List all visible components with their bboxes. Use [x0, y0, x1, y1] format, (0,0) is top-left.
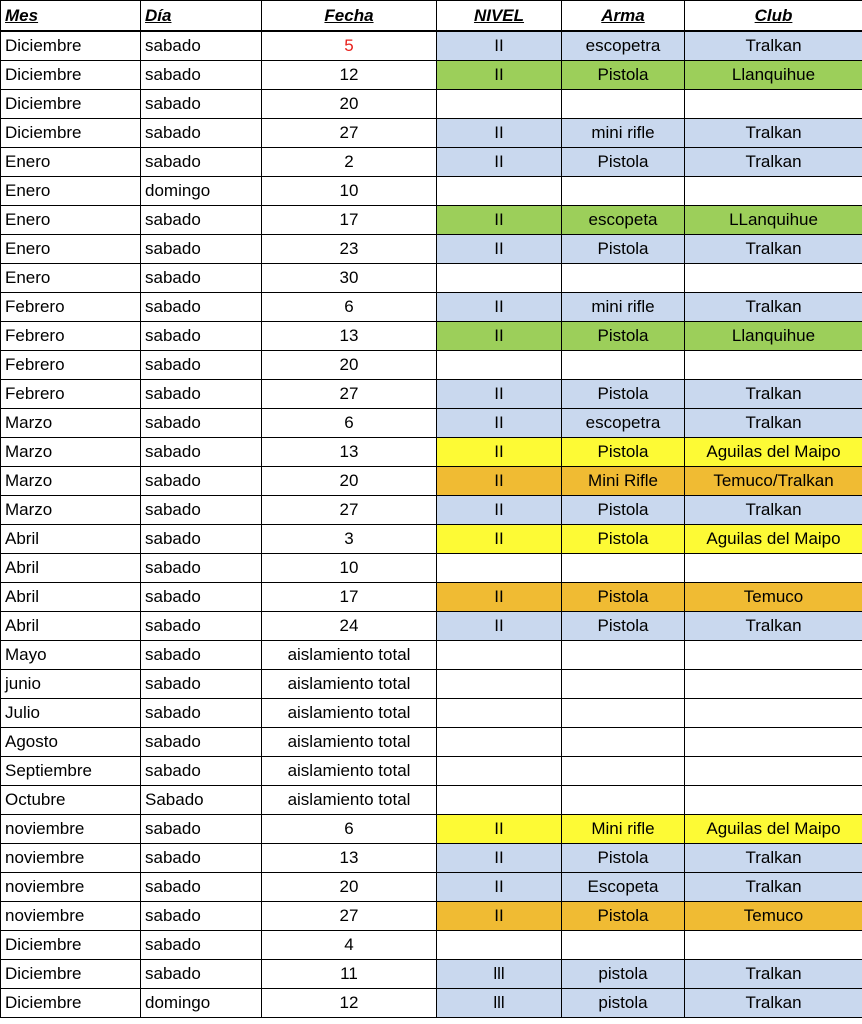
cell-dia: Sabado — [141, 786, 262, 815]
header-arma: Arma — [562, 1, 685, 32]
table-row — [1, 438, 862, 467]
cell-arma: mini rifle — [562, 119, 685, 148]
cell-arma — [562, 699, 685, 728]
table-row — [1, 119, 862, 148]
cell-arma: Pistola — [562, 525, 685, 554]
table-row — [1, 351, 862, 380]
cell-dia: sabado — [141, 583, 262, 612]
cell-club: Temuco — [685, 902, 862, 931]
table-row — [1, 583, 862, 612]
cell-club: Tralkan — [685, 873, 862, 902]
cell-club — [685, 786, 862, 815]
table-row — [1, 496, 862, 525]
cell-club: Tralkan — [685, 844, 862, 873]
cell-arma: Mini rifle — [562, 815, 685, 844]
cell-fecha: aislamiento total — [262, 786, 437, 815]
cell-mes: Marzo — [1, 496, 141, 525]
cell-dia: sabado — [141, 409, 262, 438]
cell-dia: sabado — [141, 351, 262, 380]
cell-arma — [562, 757, 685, 786]
cell-dia: sabado — [141, 525, 262, 554]
cell-nivel: II — [437, 31, 562, 61]
cell-arma — [562, 641, 685, 670]
cell-fecha: aislamiento total — [262, 670, 437, 699]
cell-nivel: II — [437, 438, 562, 467]
table-row — [1, 902, 862, 931]
cell-mes: Marzo — [1, 409, 141, 438]
cell-dia: sabado — [141, 960, 262, 989]
cell-club: Tralkan — [685, 989, 862, 1018]
header-fecha: Fecha — [262, 1, 437, 32]
table-row — [1, 815, 862, 844]
cell-mes: noviembre — [1, 902, 141, 931]
cell-nivel — [437, 931, 562, 960]
cell-fecha: 10 — [262, 554, 437, 583]
cell-mes: Diciembre — [1, 119, 141, 148]
cell-club — [685, 351, 862, 380]
cell-club: Tralkan — [685, 31, 862, 61]
cell-dia: sabado — [141, 148, 262, 177]
cell-mes: Julio — [1, 699, 141, 728]
cell-fecha: 27 — [262, 496, 437, 525]
cell-fecha: 13 — [262, 438, 437, 467]
cell-nivel — [437, 728, 562, 757]
cell-arma: escopeta — [562, 206, 685, 235]
cell-mes: Diciembre — [1, 989, 141, 1018]
cell-nivel — [437, 670, 562, 699]
table-row — [1, 293, 862, 322]
cell-club — [685, 641, 862, 670]
cell-arma: Pistola — [562, 844, 685, 873]
cell-mes: Febrero — [1, 380, 141, 409]
cell-mes: noviembre — [1, 873, 141, 902]
cell-fecha: 20 — [262, 351, 437, 380]
cell-nivel — [437, 641, 562, 670]
cell-mes: Enero — [1, 264, 141, 293]
cell-mes: Enero — [1, 235, 141, 264]
cell-club: Tralkan — [685, 380, 862, 409]
cell-arma: Pistola — [562, 380, 685, 409]
cell-fecha: 6 — [262, 815, 437, 844]
cell-mes: Febrero — [1, 351, 141, 380]
cell-club — [685, 554, 862, 583]
cell-arma: Pistola — [562, 235, 685, 264]
cell-nivel: II — [437, 148, 562, 177]
cell-dia: sabado — [141, 496, 262, 525]
cell-nivel: II — [437, 119, 562, 148]
cell-dia: sabado — [141, 31, 262, 61]
cell-nivel: II — [437, 844, 562, 873]
cell-dia: sabado — [141, 873, 262, 902]
cell-arma: Pistola — [562, 612, 685, 641]
cell-nivel: II — [437, 902, 562, 931]
cell-nivel: II — [437, 612, 562, 641]
cell-dia: sabado — [141, 728, 262, 757]
cell-nivel — [437, 757, 562, 786]
table-row — [1, 206, 862, 235]
cell-club — [685, 90, 862, 119]
cell-nivel: lll — [437, 989, 562, 1018]
cell-dia: sabado — [141, 554, 262, 583]
cell-mes: Marzo — [1, 467, 141, 496]
cell-mes: Enero — [1, 148, 141, 177]
cell-mes: Septiembre — [1, 757, 141, 786]
table-row — [1, 235, 862, 264]
cell-club: Tralkan — [685, 119, 862, 148]
cell-dia: sabado — [141, 815, 262, 844]
cell-dia: domingo — [141, 177, 262, 206]
cell-dia: sabado — [141, 119, 262, 148]
cell-arma — [562, 177, 685, 206]
cell-fecha: 17 — [262, 583, 437, 612]
cell-nivel: II — [437, 380, 562, 409]
cell-nivel: II — [437, 206, 562, 235]
cell-arma — [562, 264, 685, 293]
cell-mes: Diciembre — [1, 61, 141, 90]
cell-club — [685, 931, 862, 960]
cell-dia: sabado — [141, 380, 262, 409]
cell-club: Tralkan — [685, 612, 862, 641]
cell-club: Aguilas del Maipo — [685, 525, 862, 554]
cell-fecha: 4 — [262, 931, 437, 960]
cell-dia: sabado — [141, 757, 262, 786]
cell-fecha: 10 — [262, 177, 437, 206]
cell-mes: Marzo — [1, 438, 141, 467]
header-row — [1, 1, 862, 32]
cell-mes: Abril — [1, 525, 141, 554]
cell-club: Llanquihue — [685, 61, 862, 90]
cell-arma: pistola — [562, 960, 685, 989]
cell-fecha: 2 — [262, 148, 437, 177]
cell-dia: sabado — [141, 438, 262, 467]
cell-nivel — [437, 177, 562, 206]
cell-club: Aguilas del Maipo — [685, 815, 862, 844]
cell-arma: Pistola — [562, 496, 685, 525]
table-row — [1, 409, 862, 438]
table-row — [1, 177, 862, 206]
cell-dia: sabado — [141, 264, 262, 293]
cell-arma: Pistola — [562, 322, 685, 351]
cell-fecha: 27 — [262, 902, 437, 931]
cell-arma: escopetra — [562, 31, 685, 61]
cell-fecha: aislamiento total — [262, 699, 437, 728]
cell-arma — [562, 90, 685, 119]
cell-mes: Octubre — [1, 786, 141, 815]
cell-club: Tralkan — [685, 409, 862, 438]
cell-nivel — [437, 90, 562, 119]
cell-nivel: II — [437, 525, 562, 554]
table-row — [1, 670, 862, 699]
cell-mes: Diciembre — [1, 31, 141, 61]
cell-arma — [562, 351, 685, 380]
cell-dia: sabado — [141, 90, 262, 119]
cell-mes: Abril — [1, 612, 141, 641]
table-row — [1, 554, 862, 583]
table-row — [1, 728, 862, 757]
cell-club: Tralkan — [685, 235, 862, 264]
cell-arma: Pistola — [562, 902, 685, 931]
cell-club: Llanquihue — [685, 322, 862, 351]
table-body — [1, 31, 862, 1018]
cell-nivel — [437, 264, 562, 293]
cell-nivel: II — [437, 583, 562, 612]
cell-nivel: II — [437, 467, 562, 496]
cell-fecha: aislamiento total — [262, 641, 437, 670]
cell-dia: sabado — [141, 612, 262, 641]
table-row — [1, 380, 862, 409]
cell-mes: Diciembre — [1, 931, 141, 960]
table-row — [1, 264, 862, 293]
cell-dia: sabado — [141, 902, 262, 931]
cell-mes: Enero — [1, 177, 141, 206]
cell-mes: Mayo — [1, 641, 141, 670]
table-row — [1, 873, 862, 902]
cell-dia: sabado — [141, 467, 262, 496]
table-row — [1, 467, 862, 496]
cell-mes: Abril — [1, 583, 141, 612]
cell-dia: sabado — [141, 293, 262, 322]
cell-nivel: II — [437, 873, 562, 902]
table-row — [1, 844, 862, 873]
cell-nivel: II — [437, 322, 562, 351]
cell-fecha: 6 — [262, 293, 437, 322]
cell-dia: sabado — [141, 844, 262, 873]
table-row — [1, 148, 862, 177]
table-row — [1, 612, 862, 641]
cell-arma: mini rifle — [562, 293, 685, 322]
header-dia: Día — [141, 1, 262, 32]
table-row — [1, 786, 862, 815]
cell-club: Tralkan — [685, 148, 862, 177]
cell-nivel: II — [437, 61, 562, 90]
cell-arma — [562, 554, 685, 583]
cell-club: Temuco/Tralkan — [685, 467, 862, 496]
cell-arma — [562, 931, 685, 960]
cell-mes: Febrero — [1, 322, 141, 351]
cell-arma: Pistola — [562, 438, 685, 467]
cell-fecha: aislamiento total — [262, 757, 437, 786]
cell-dia: sabado — [141, 670, 262, 699]
cell-fecha: 20 — [262, 467, 437, 496]
cell-club — [685, 670, 862, 699]
cell-club — [685, 177, 862, 206]
cell-arma: Mini Rifle — [562, 467, 685, 496]
cell-nivel: II — [437, 815, 562, 844]
table-row — [1, 641, 862, 670]
cell-arma — [562, 728, 685, 757]
cell-arma: Escopeta — [562, 873, 685, 902]
table-row — [1, 989, 862, 1018]
cell-fecha: 5 — [262, 31, 437, 61]
cell-nivel — [437, 786, 562, 815]
cell-fecha: 13 — [262, 322, 437, 351]
cell-arma: Pistola — [562, 583, 685, 612]
cell-dia: sabado — [141, 699, 262, 728]
cell-fecha: 20 — [262, 873, 437, 902]
cell-nivel: II — [437, 235, 562, 264]
cell-mes: Diciembre — [1, 960, 141, 989]
cell-dia: sabado — [141, 322, 262, 351]
cell-dia: domingo — [141, 989, 262, 1018]
cell-nivel: lll — [437, 960, 562, 989]
cell-mes: Abril — [1, 554, 141, 583]
cell-fecha: 17 — [262, 206, 437, 235]
cell-fecha: 20 — [262, 90, 437, 119]
cell-mes: noviembre — [1, 815, 141, 844]
table-row — [1, 525, 862, 554]
cell-fecha: 27 — [262, 119, 437, 148]
cell-arma — [562, 786, 685, 815]
cell-fecha: 27 — [262, 380, 437, 409]
cell-fecha: 6 — [262, 409, 437, 438]
cell-arma: Pistola — [562, 148, 685, 177]
cell-mes: noviembre — [1, 844, 141, 873]
cell-club — [685, 264, 862, 293]
cell-mes: junio — [1, 670, 141, 699]
cell-nivel — [437, 351, 562, 380]
cell-club — [685, 757, 862, 786]
cell-arma: pistola — [562, 989, 685, 1018]
cell-mes: Enero — [1, 206, 141, 235]
cell-fecha: 11 — [262, 960, 437, 989]
cell-dia: sabado — [141, 235, 262, 264]
cell-club — [685, 699, 862, 728]
cell-club: Tralkan — [685, 496, 862, 525]
cell-fecha: 12 — [262, 989, 437, 1018]
cell-dia: sabado — [141, 931, 262, 960]
cell-nivel: II — [437, 496, 562, 525]
table-row — [1, 960, 862, 989]
cell-club: Tralkan — [685, 960, 862, 989]
table-row — [1, 31, 862, 61]
cell-fecha: 12 — [262, 61, 437, 90]
cell-dia: sabado — [141, 641, 262, 670]
cell-nivel: II — [437, 293, 562, 322]
cell-nivel: II — [437, 409, 562, 438]
cell-club: Tralkan — [685, 293, 862, 322]
cell-dia: sabado — [141, 206, 262, 235]
header-nivel: NIVEL — [437, 1, 562, 32]
cell-fecha: 3 — [262, 525, 437, 554]
table-row — [1, 757, 862, 786]
table-row — [1, 90, 862, 119]
cell-mes: Diciembre — [1, 90, 141, 119]
cell-nivel — [437, 699, 562, 728]
cell-arma: escopetra — [562, 409, 685, 438]
table-row — [1, 61, 862, 90]
cell-dia: sabado — [141, 61, 262, 90]
cell-club — [685, 728, 862, 757]
cell-club: LLanquihue — [685, 206, 862, 235]
cell-mes: Febrero — [1, 293, 141, 322]
header-mes: Mes — [1, 1, 141, 32]
cell-arma — [562, 670, 685, 699]
cell-club: Temuco — [685, 583, 862, 612]
cell-nivel — [437, 554, 562, 583]
table-row — [1, 931, 862, 960]
table-row — [1, 699, 862, 728]
cell-fecha: 24 — [262, 612, 437, 641]
cell-fecha: 23 — [262, 235, 437, 264]
table-row — [1, 322, 862, 351]
cell-arma: Pistola — [562, 61, 685, 90]
cell-fecha: 13 — [262, 844, 437, 873]
cell-club: Aguilas del Maipo — [685, 438, 862, 467]
cell-fecha: 30 — [262, 264, 437, 293]
header-club: Club — [685, 1, 862, 32]
cell-mes: Agosto — [1, 728, 141, 757]
cell-fecha: aislamiento total — [262, 728, 437, 757]
